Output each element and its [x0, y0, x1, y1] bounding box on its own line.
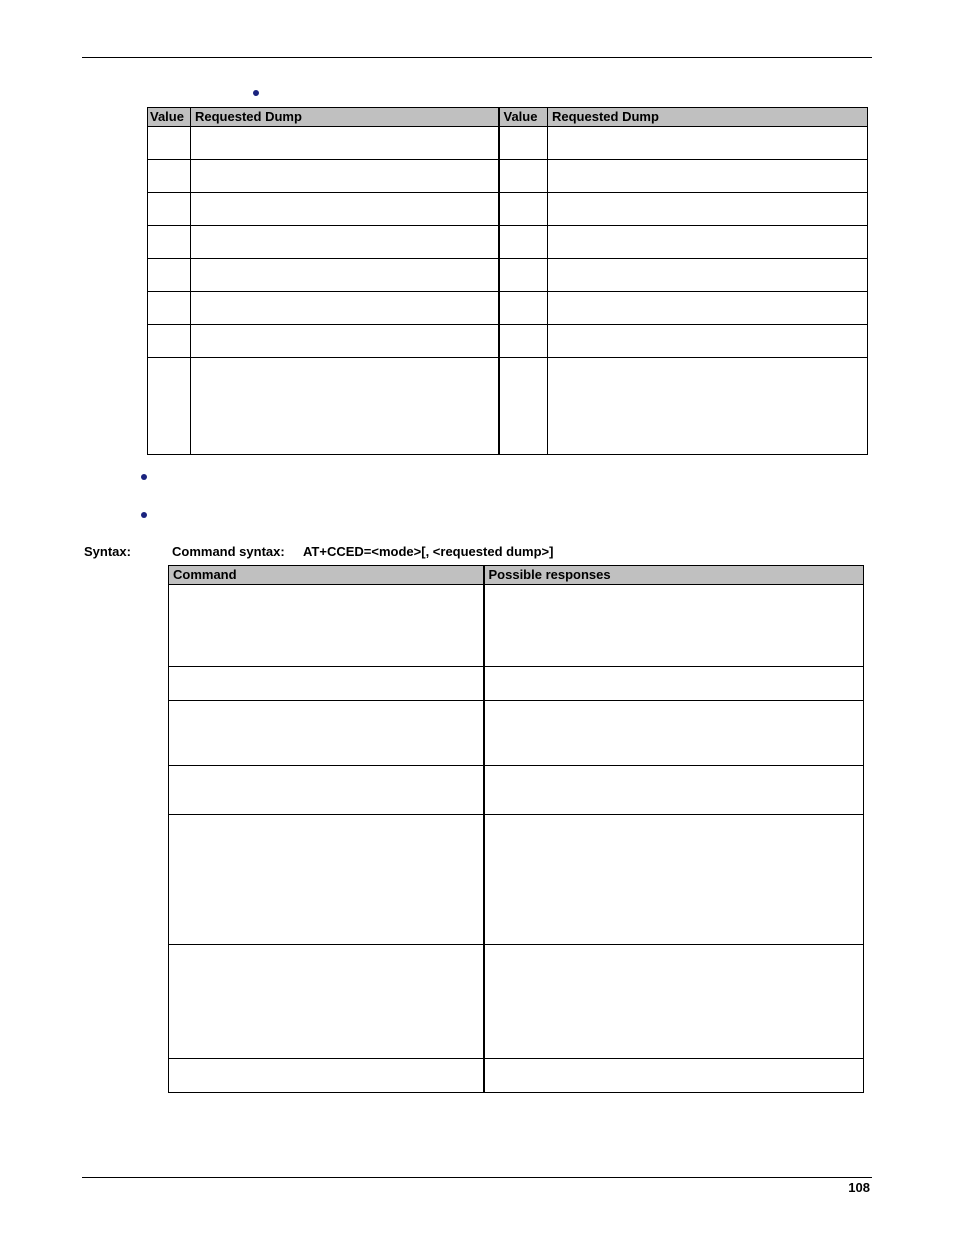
bullet-icon [253, 90, 259, 96]
table-row [148, 292, 868, 325]
table-cell [148, 259, 191, 292]
table-cell [548, 292, 868, 325]
table-cell [191, 259, 499, 292]
table-cell [548, 358, 868, 455]
bullet-icon [141, 512, 147, 518]
table-cell [169, 585, 484, 667]
column-header-requested-dump: Requested Dump [548, 108, 868, 127]
table-cell [548, 325, 868, 358]
table-cell [169, 701, 484, 766]
table-cell [548, 193, 868, 226]
table-cell [484, 701, 864, 766]
column-header-value: Value [148, 108, 191, 127]
table-row [169, 585, 864, 667]
table-cell [548, 259, 868, 292]
table-cell [148, 193, 191, 226]
command-syntax: AT+CCED=<mode>[, <requested dump>] [303, 544, 554, 559]
table-row [148, 160, 868, 193]
table-cell [499, 292, 548, 325]
table-cell [148, 160, 191, 193]
table-cell [191, 160, 499, 193]
table-row [148, 127, 868, 160]
table-cell [191, 292, 499, 325]
table-cell [148, 292, 191, 325]
table-cell [169, 766, 484, 815]
table-row [148, 325, 868, 358]
syntax-label: Syntax: [84, 544, 131, 559]
table-cell [499, 193, 548, 226]
table-row [169, 701, 864, 766]
page-number: 108 [848, 1180, 870, 1195]
footer-rule [82, 1177, 872, 1178]
table-cell [191, 358, 499, 455]
table-cell [169, 945, 484, 1059]
table-row [148, 358, 868, 455]
table-cell [499, 160, 548, 193]
table-cell [148, 226, 191, 259]
table-row [169, 945, 864, 1059]
table-cell [148, 358, 191, 455]
table-cell [484, 766, 864, 815]
table-cell [484, 1059, 864, 1093]
table-cell [484, 945, 864, 1059]
table-cell [191, 226, 499, 259]
table-cell [148, 127, 191, 160]
header-rule [82, 57, 872, 58]
table-row [148, 193, 868, 226]
command-responses-table [168, 565, 864, 1093]
table-cell [548, 226, 868, 259]
table-row [169, 815, 864, 945]
table-cell [191, 325, 499, 358]
table-cell [499, 226, 548, 259]
table-cell [484, 815, 864, 945]
requested-dump-table [147, 107, 868, 455]
column-header-command: Command [169, 566, 484, 585]
table-header-row [148, 108, 868, 127]
table-cell [169, 815, 484, 945]
table-row [148, 259, 868, 292]
bullet-icon [141, 474, 147, 480]
table-cell [499, 259, 548, 292]
table-cell [169, 667, 484, 701]
table-cell [148, 325, 191, 358]
table-cell [548, 127, 868, 160]
table-row [148, 226, 868, 259]
command-syntax-label: Command syntax: [172, 544, 285, 559]
table-cell [499, 358, 548, 455]
table-cell [548, 160, 868, 193]
table-cell [484, 667, 864, 701]
table-cell [484, 585, 864, 667]
table-header-row [169, 566, 864, 585]
table-cell [191, 127, 499, 160]
table-cell [499, 325, 548, 358]
table-cell [499, 127, 548, 160]
table-row [169, 667, 864, 701]
column-header-possible-responses: Possible responses [484, 566, 864, 585]
table-row [169, 766, 864, 815]
column-header-requested-dump: Requested Dump [191, 108, 499, 127]
table-cell [169, 1059, 484, 1093]
table-cell [191, 193, 499, 226]
column-header-value: Value [499, 108, 548, 127]
table-row [169, 1059, 864, 1093]
